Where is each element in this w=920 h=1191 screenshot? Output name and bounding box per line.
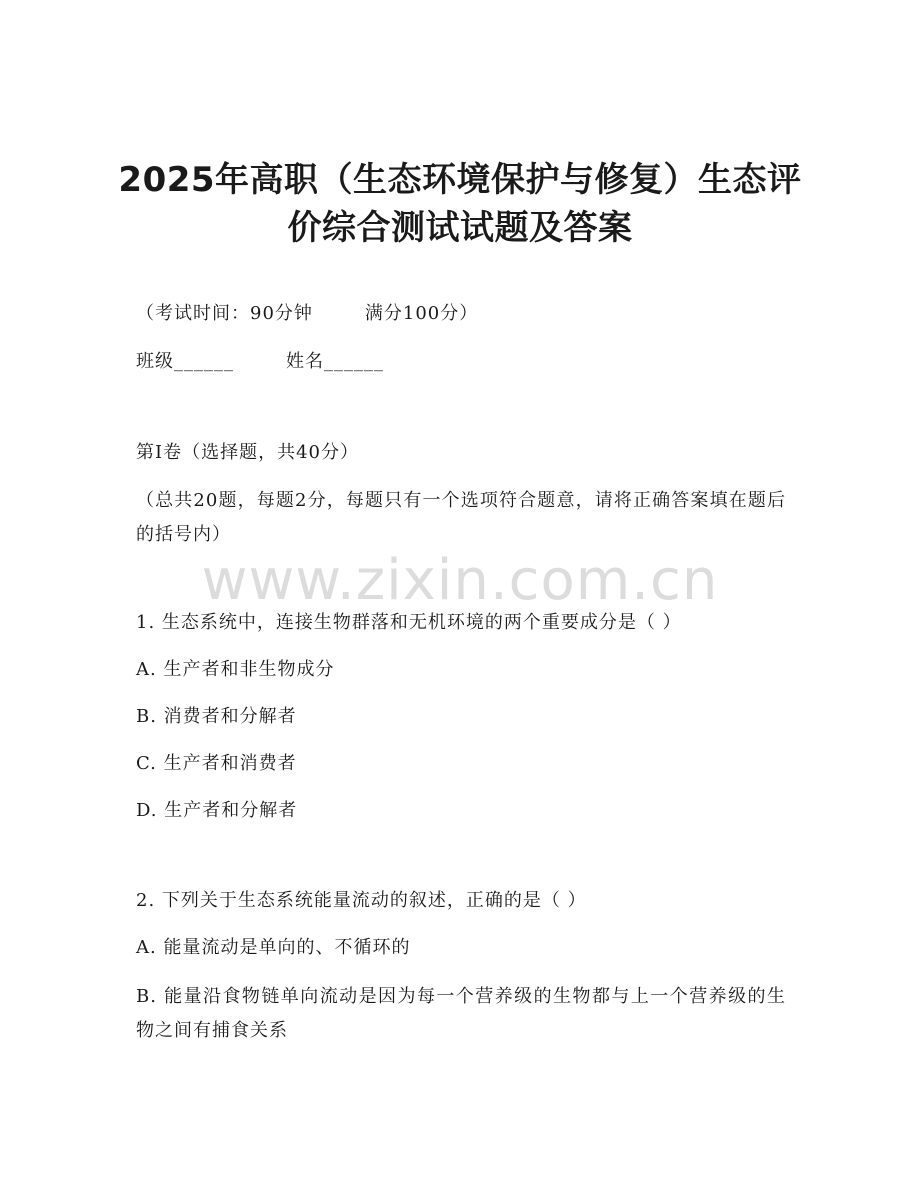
question-1-option-a: A. 生产者和非生物成分 [136, 659, 335, 680]
name-field: 姓名______ [286, 351, 384, 372]
section-heading: 第I卷（选择题，共40分） [136, 442, 360, 463]
document-title-line-1: 2025年高职（生态环境保护与修复）生态评 [118, 160, 802, 200]
document-title-line-2: 价综合测试试题及答案 [287, 208, 633, 248]
question-2-stem: 2. 下列关于生态系统能量流动的叙述，正确的是（ ） [136, 890, 587, 911]
question-1-stem: 1. 生态系统中，连接生物群落和无机环境的两个重要成分是（ ） [136, 612, 682, 633]
class-field: 班级______ [136, 351, 234, 372]
section-instructions: （总共20题，每题2分，每题只有一个选项符合题意，请将正确答案填在题后的括号内） [136, 490, 786, 545]
exam-time: （考试时间：90分钟 [136, 303, 313, 324]
exam-info [136, 302, 478, 326]
question-2-option-b: B. 能量沿食物链单向流动是因为每一个营养级的生物都与上一个营养级的生物之间有捕食关系 [136, 986, 786, 1041]
question-1-option-d: D. 生产者和分解者 [136, 800, 298, 821]
question-1-option-c: C. 生产者和消费者 [136, 753, 297, 774]
watermark: www.zixin.com.cn [201, 548, 719, 613]
question-1-option-b: B. 消费者和分解者 [136, 706, 297, 727]
student-fields [136, 350, 384, 374]
exam-score: 满分100分） [364, 303, 479, 324]
question-2-option-a: A. 能量流动是单向的、不循环的 [136, 937, 411, 958]
